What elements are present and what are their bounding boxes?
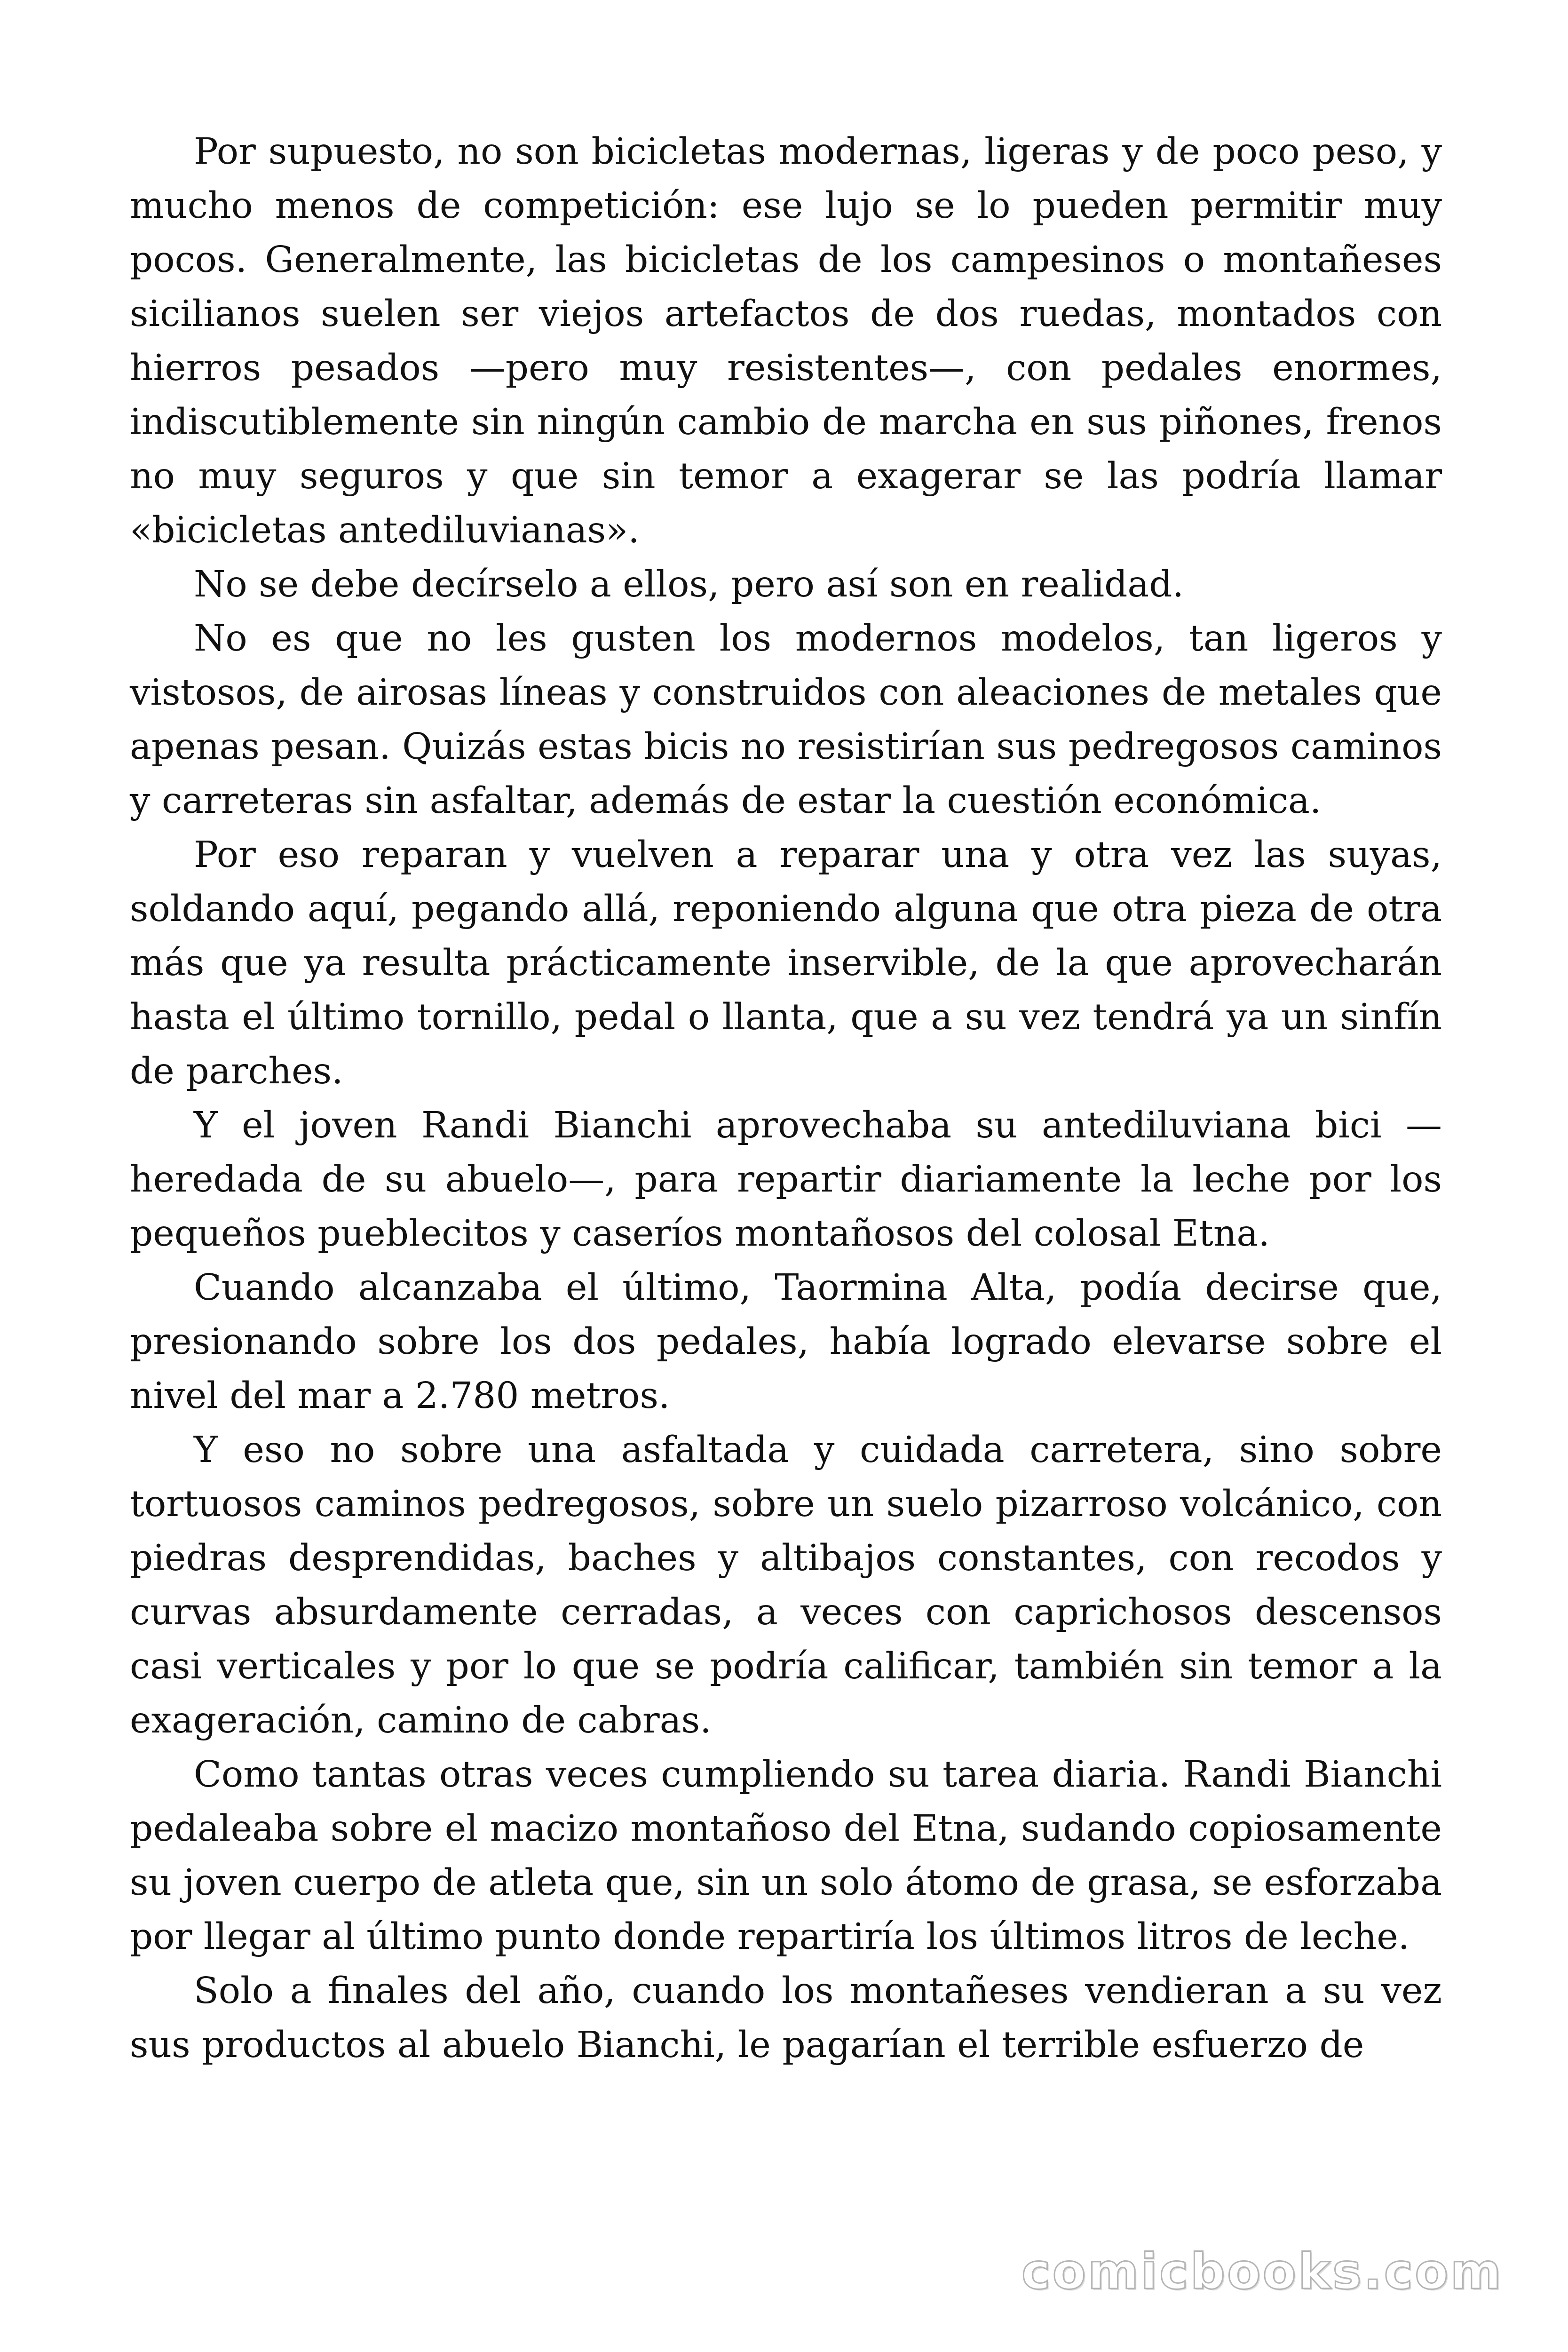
paragraph: Por eso reparan y vuelven a reparar una y otra vez las suyas, soldando aquí, pegando allá, reponiendo alguna que otra pieza de otra más que ya resulta prácticamente inservible, de la que aprovecharán hasta el último tornillo, pedal o llanta, que a su vez tendrá ya un sinfín de parches.	[130, 834, 1442, 1092]
paragraph: Y el joven Randi Bianchi aprovechaba su antediluviana bici —heredada de su abuelo—, para repartir diariamente la leche por los pequeños pueblecitos y caseríos montañosos del colosal Etna.	[130, 1104, 1442, 1255]
paragraph: Y eso no sobre una asfaltada y cuidada carretera, sino sobre tortuosos caminos pedregosos, sobre un suelo pizarroso volcánico, con piedras desprendidas, baches y altibajos constantes, con recodos y curvas absurdamente cerradas, a veces con caprichosos descensos casi verticales y por lo que se podría calificar, también sin temor a la exageración, camino de cabras.	[130, 1429, 1442, 1741]
paragraph: Por supuesto, no son bicicletas modernas, ligeras y de poco peso, y mucho menos de competición: ese lujo se lo pueden permitir muy pocos. Generalmente, las bicicletas de los campesinos o montañeses sicilianos suelen ser viejos artefactos de dos ruedas, montados con hierros pesados —pero muy resistentes—, con pedales enormes, indiscutiblemente sin ningún cambio de marcha en sus piñones, frenos no muy seguros y que sin temor a exagerar se las podría llamar «bicicletas antediluvianas».	[130, 131, 1442, 551]
paragraph: Solo a finales del año, cuando los montañeses vendieran a su vez sus productos al abuelo Bianchi, le pagarían el terrible esfuerzo de	[130, 1970, 1442, 2066]
paragraph: No es que no les gusten los modernos modelos, tan ligeros y vistosos, de airosas líneas y construidos con aleaciones de metales que apenas pesan. Quizás estas bicis no resistirían sus pedregosos caminos y carreteras sin asfaltar, además de estar la cuestión económica.	[130, 618, 1442, 822]
paragraph: Cuando alcanzaba el último, Taormina Alta, podía decirse que, presionando sobre los dos pedales, había logrado elevarse sobre el nivel del mar a 2.780 metros.	[130, 1267, 1442, 1417]
body-text	[130, 125, 1442, 2072]
paragraph: Como tantas otras veces cumpliendo su tarea diaria. Randi Bianchi pedaleaba sobre el macizo montañoso del Etna, sudando copiosamente su joven cuerpo de atleta que, sin un solo átomo de grasa, se esforzaba por llegar al último punto donde repartiría los últimos litros de leche.	[130, 1754, 1442, 1958]
paragraph: No se debe decírselo a ellos, pero así son en realidad.	[194, 564, 1184, 605]
watermark: comicbooks.com	[1021, 2243, 1503, 2300]
